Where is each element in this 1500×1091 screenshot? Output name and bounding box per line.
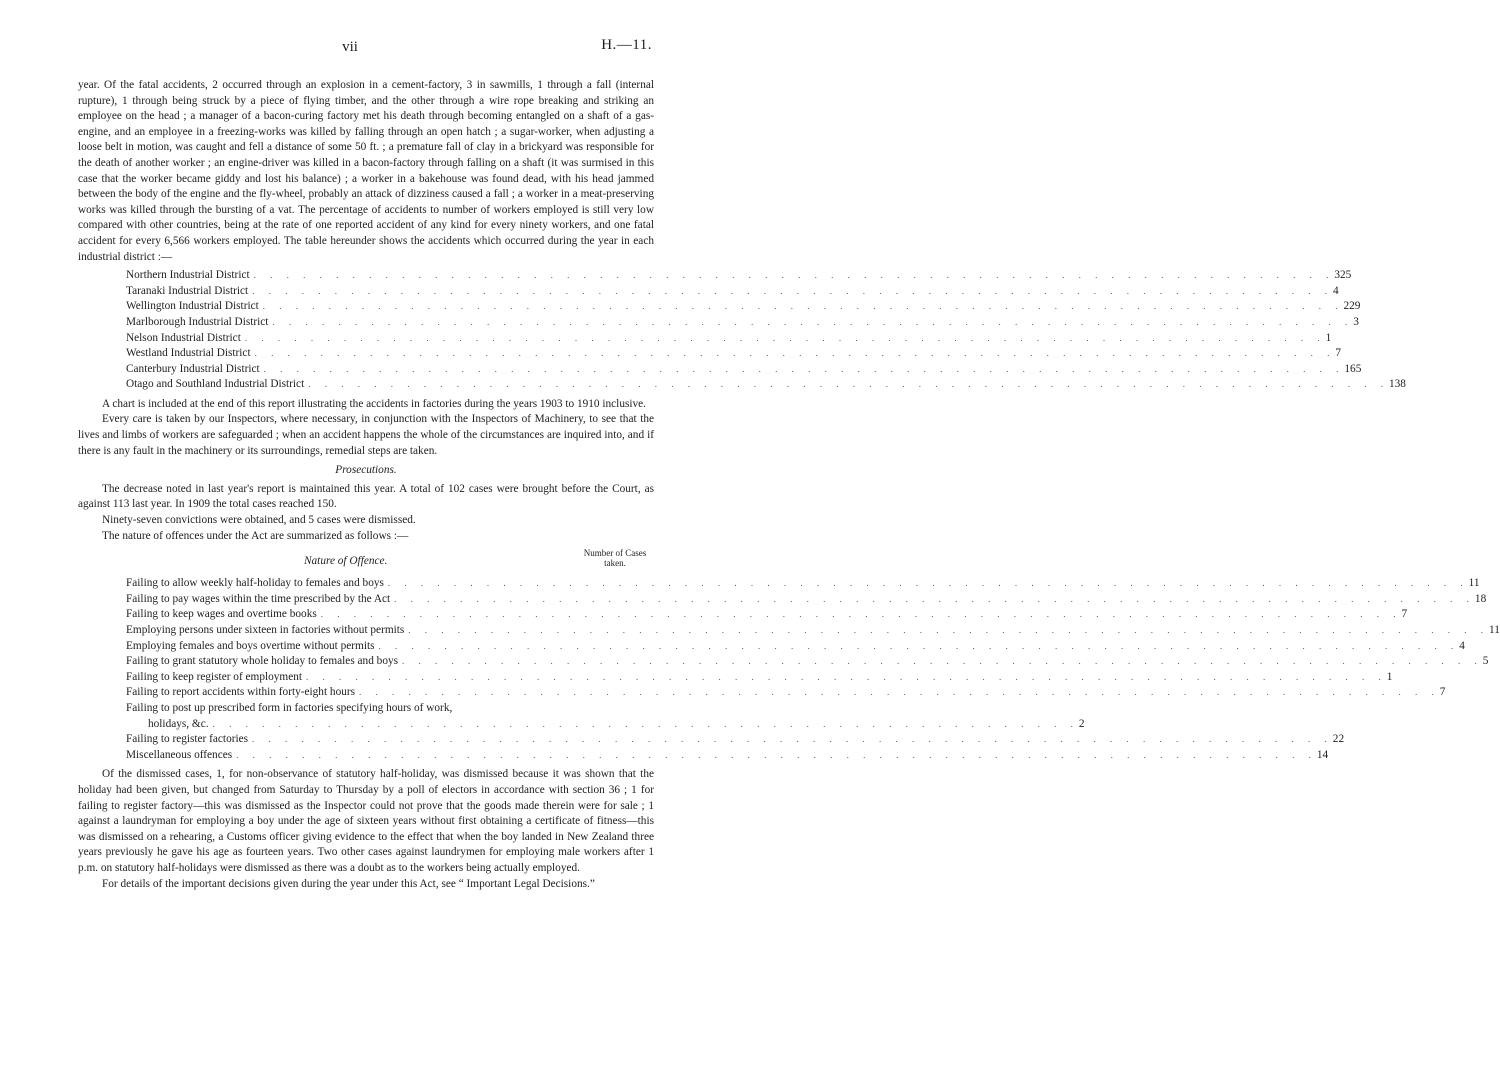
leader-dots: . . . . . . . . . . . . . . . . . . . . . . . . . . . . . . . . . . . . . . . . . . . . . . . . . . . . . . . . . . . . . . . . . . (402, 656, 1483, 667)
table-row (126, 377, 1406, 393)
offence-count: 11 (1468, 577, 1480, 590)
offence-name: Failing to keep register of employment (126, 670, 303, 683)
offences-table-header (78, 548, 654, 576)
leader-dots: . . . . . . . . . . . . . . . . . . . . . . . . . . . . . . . . . . . . . . . . . . . . . . . . . . . . . . . . . . . . . . . . . . (308, 379, 1389, 390)
table-row (126, 670, 1393, 686)
offence-name: Failing to grant statutory whole holiday to females and boys (126, 655, 399, 668)
district-count: 165 (1344, 362, 1362, 375)
column-header-nature: Nature of Offence. (304, 555, 388, 568)
district-name: Marlborough Industrial District (126, 315, 269, 328)
table-row (126, 732, 1345, 748)
offence-count: 4 (1459, 639, 1465, 652)
leader-dots: . . . . . . . . . . . . . . . . . . . . . . . . . . . . . . . . . . . . . . . . . . . . . . . . . . . . . . . . . . . . . . . . . . (253, 270, 1335, 281)
column-header-number: Number of Cases taken. (583, 548, 647, 569)
offence-name-line1: Failing to post up prescribed form in factories specifying hours of work, (126, 701, 453, 714)
table-row (126, 607, 1408, 623)
district-name: Westland Industrial District (126, 347, 251, 360)
leader-dots: . . . . . . . . . . . . . . . . . . . . . . . . . . . . . . . . . . . . . . . . . . . . . . . . . . . . . . . . . . . . . . . . . . (306, 671, 1387, 682)
table-row (126, 315, 1359, 331)
leader-dots: . . . . . . . . . . . . . . . . . . . . . . . . . . . . . . . . . . . . . . . . . . . . . . . . . . . . . . . . . . . . . . . . . . (263, 363, 1345, 374)
leader-dots: . . . . . . . . . . . . . . . . . . . . . . . . . . . . . . . . . . . . . . . . . . . . . . . . . . . . . . . . . . . . . . . . . . (262, 301, 1344, 312)
district-count: 325 (1334, 269, 1352, 282)
paragraph-offences-intro: The nature of offences under the Act are summarized as follows :— (102, 529, 409, 542)
leader-dots: . . . . . . . . . . . . . . . . . . . . . . . . . . . . . . . . . . . . . . . . . . . . . . . . . . . . . . . . . . . . . . . . . . (359, 687, 1440, 698)
paragraph-inspectors: Every care is taken by our Inspectors, where necessary, in conjunction with the Inspectors of Machinery, to see that the lives and limbs of workers are safeguarded ; when an accident happens the whole of the circumstances are inquired into, and if there is any fault in the machinery or its surroundings, remedial steps are taken. (78, 413, 654, 457)
offence-count: 22 (1332, 733, 1345, 746)
district-count: 1 (1325, 331, 1332, 344)
leader-dots: . . . . . . . . . . . . . . . . . . . . . . . . . . . . . . . . . . . . . . . . . . . . . . . . . . . . . . . . . . . . . . . . . . (236, 749, 1317, 760)
leader-dots: . . . . . . . . . . . . . . . . . . . . . . . . . . . . . . . . . . . . . . . . . . . . . . . . . . . . . (212, 718, 1079, 729)
offence-count: 7 (1439, 686, 1446, 699)
paragraph-prosecutions-total: The decrease noted in last year's report is maintained this year. A total of 102 cases were brought before the Court, as against 113 last year. In 1909 the total cases reached 150. (78, 482, 654, 511)
district-name: Wellington Industrial District (126, 300, 259, 313)
district-count: 4 (1332, 284, 1339, 297)
table-row (126, 654, 1489, 670)
offence-name: Failing to register factories (126, 733, 249, 746)
offence-name: Employing females and boys overtime without permits (126, 639, 375, 652)
offence-count: 18 (1474, 592, 1487, 605)
district-name: Otago and Southland Industrial District (126, 378, 305, 391)
offence-name: Miscellaneous offences (126, 748, 233, 761)
offence-count: 7 (1401, 608, 1408, 621)
leader-dots: . . . . . . . . . . . . . . . . . . . . . . . . . . . . . . . . . . . . . . . . . . . . . . . . . . . . . . . . . . . . . . . . . . (252, 734, 1333, 745)
offence-name: Failing to report accidents within forty-eight hours (126, 686, 356, 699)
leader-dots: . . . . . . . . . . . . . . . . . . . . . . . . . . . . . . . . . . . . . . . . . . . . . . . . . . . . . . . . . . . . . . . . . . (254, 348, 1336, 359)
page-body (78, 78, 1500, 892)
district-name: Nelson Industrial District (126, 331, 241, 344)
leader-dots: . . . . . . . . . . . . . . . . . . . . . . . . . . . . . . . . . . . . . . . . . . . . . . . . . . . . . . . . . . . . . . . . . . (320, 609, 1402, 620)
paragraph-legal-decisions: For details of the important decisions given during the year under this Act, see “ Important Legal Decisions.” (102, 877, 595, 890)
offence-count: 2 (1078, 717, 1085, 730)
section-heading-prosecutions: Prosecutions. (335, 464, 397, 477)
district-name: Taranaki Industrial District (126, 284, 249, 297)
offence-count: 11 (1489, 624, 1500, 636)
offence-name: Failing to keep wages and overtime books (126, 608, 317, 621)
leader-dots: . . . . . . . . . . . . . . . . . . . . . . . . . . . . . . . . . . . . . . . . . . . . . . . . . . . . . . . . . . . . . . . . . . (408, 625, 1490, 635)
offence-name: Failing to allow weekly half-holiday to females and boys (126, 577, 384, 590)
district-name: Canterbury Industrial District (126, 362, 260, 375)
leader-dots: . . . . . . . . . . . . . . . . . . . . . . . . . . . . . . . . . . . . . . . . . . . . . . . . . . . . . . . . . . . . . . . . . . (378, 640, 1460, 651)
paragraph-chart-note: A chart is included at the end of this report illustrating the accidents in factories during the years 1903 to 1910 inclusive. (102, 397, 646, 410)
district-accidents-table (126, 268, 1406, 393)
paragraph-fatal-accidents: year. Of the fatal accidents, 2 occurred through an explosion in a cement-factory, 3 in sawmills, 1 through a fall (internal rupture), 1 through being struck by a piece of flying timber, and the other through a wire rope breaking and striking an employee on the head ; a manager of a bacon-curing factory met his death through becoming entangled on a shaft of a gas-engine, and an employee in a freezing-works was killed by falling through an open hatch ; a sugar-worker, when adjusting a loose belt in motion, was caught and fell a distance of some 50 ft. ; a premature fall of clay in a brickyard was responsible for the death of another worker ; an engine-driver was killed in a bacon-factory through falling on a shaft (it was surmised in this case that the worker became giddy and lost his balance) ; a worker in a bakehouse was found dead, with his head jammed between the body of the engine and the fly-wheel, probably an attack of dizziness caused a fall ; a worker in a meat-preserving works was killed through the bursting of a vat. The percentage of accidents to number of workers employed is still very low compared with other countries, being at the rate of one reported accident of any kind for every ninety workers, and one fatal accident for every 6,566 workers employed. The table hereunder shows the accidents which occurred during the year in each industrial district :— (78, 79, 654, 263)
table-row (126, 623, 1500, 639)
leader-dots: . . . . . . . . . . . . . . . . . . . . . . . . . . . . . . . . . . . . . . . . . . . . . . . . . . . . . . . . . . . . . . . . . . (394, 593, 1475, 604)
paragraph-dismissed-cases: Of the dismissed cases, 1, for non-observance of statutory half-holiday, was dismissed because it was shown that the holiday had been given, but changed from Saturday to Thursday by a poll of electors in accordance with section 36 ; 1 for failing to register factory—this was dismissed as the Inspector could not prove that the goods made therein were for sale ; 1 against a laundryman for employing a boy under the age of sixteen years without first obtaining a certificate of fitness—this was dismissed on a rehearing, a Customs officer giving evidence to the effect that when the boy landed in New Zealand three years previously he gave his age as fourteen years. Two other cases against laundrymen for employing male workers after 1 p.m. on statutory half-holidays were dismissed as there was a doubt as to the workers being actually employed. (78, 768, 654, 874)
table-row (126, 748, 1329, 764)
leader-dots: . . . . . . . . . . . . . . . . . . . . . . . . . . . . . . . . . . . . . . . . . . . . . . . . . . . . . . . . . . . . . . . . . . (387, 578, 1469, 589)
district-count: 7 (1335, 347, 1341, 360)
table-row (126, 639, 1465, 655)
table-row (126, 331, 1332, 347)
table-row (126, 685, 1446, 701)
table-row (126, 576, 1480, 592)
district-name: Northern Industrial District (126, 269, 250, 282)
offence-count: 5 (1482, 655, 1489, 668)
district-count: 3 (1353, 315, 1359, 328)
table-row (126, 299, 1361, 315)
report-reference: H.—11. (601, 37, 652, 53)
offence-name-line2: holidays, &c. (148, 717, 209, 730)
table-row (126, 284, 1339, 300)
offences-table (126, 576, 1500, 763)
offence-count: 1 (1386, 670, 1393, 683)
table-row (126, 592, 1487, 608)
leader-dots: . . . . . . . . . . . . . . . . . . . . . . . . . . . . . . . . . . . . . . . . . . . . . . . . . . . . . . . . . . . . . . . . . . (244, 332, 1326, 343)
table-row (126, 701, 1085, 732)
table-row (126, 362, 1362, 378)
page-number: vii (342, 39, 358, 55)
table-row (126, 268, 1352, 284)
offence-count: 14 (1316, 748, 1329, 761)
district-count: 138 (1388, 378, 1406, 391)
table-row (126, 346, 1341, 362)
offence-name: Employing persons under sixteen in factories without permits (126, 624, 405, 636)
leader-dots: . . . . . . . . . . . . . . . . . . . . . . . . . . . . . . . . . . . . . . . . . . . . . . . . . . . . . . . . . . . . . . . . . . (272, 316, 1354, 327)
offence-name: Failing to pay wages within the time prescribed by the Act (126, 592, 391, 605)
paragraph-convictions: Ninety-seven convictions were obtained, and 5 cases were dismissed. (102, 514, 416, 527)
district-count: 229 (1343, 300, 1361, 313)
leader-dots: . . . . . . . . . . . . . . . . . . . . . . . . . . . . . . . . . . . . . . . . . . . . . . . . . . . . . . . . . . . . . . . . . . (252, 285, 1333, 296)
